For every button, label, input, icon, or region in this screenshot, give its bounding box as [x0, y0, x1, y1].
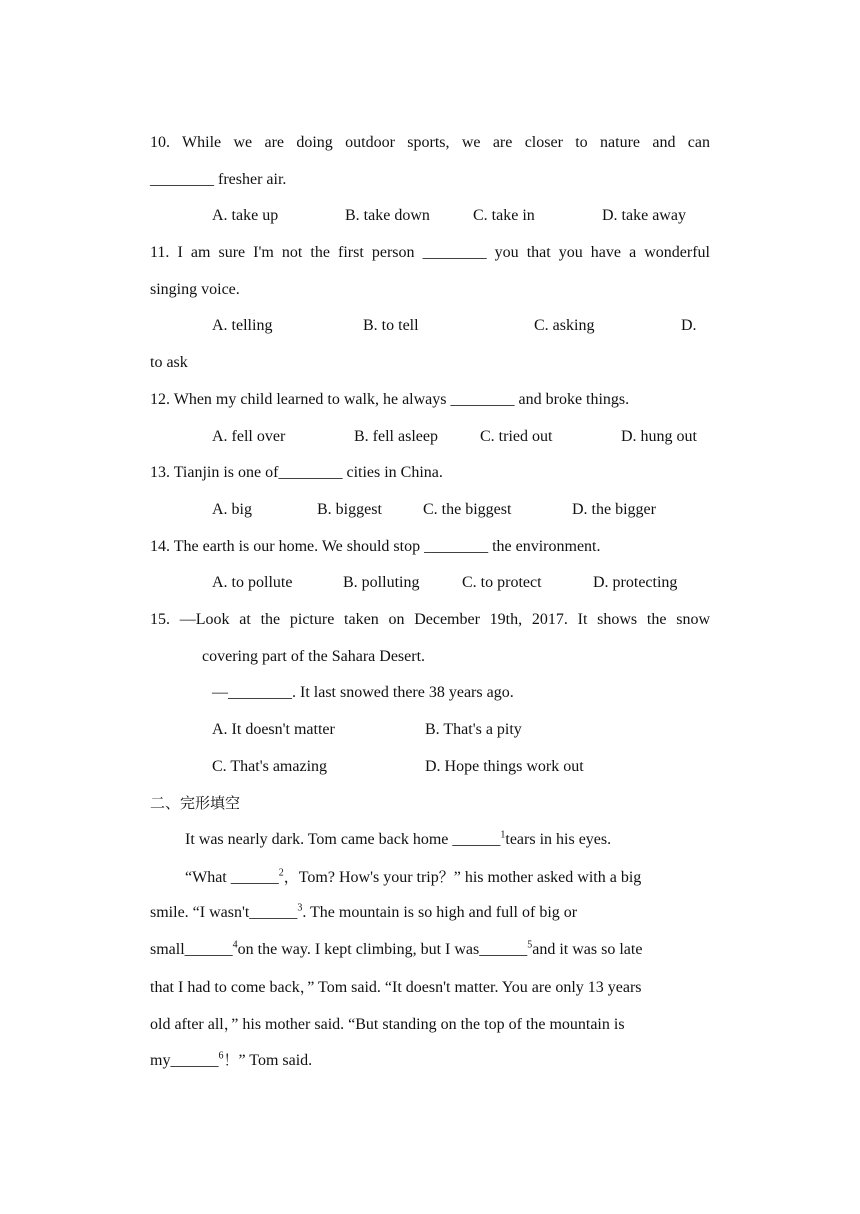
option-b: B. fell asleep — [354, 427, 438, 445]
question-15-options-row1 — [150, 712, 710, 749]
passage-line-6: old after all，” his mother said. “But standing on the top of the mountain is — [150, 1014, 625, 1033]
blank-number: 6 — [218, 1050, 224, 1062]
option-c: C. asking — [534, 317, 595, 335]
option-c: C. That's amazing — [212, 757, 328, 775]
question-12-options — [150, 419, 710, 456]
passage-line-4: small______$^4$on the way. I kept climbing, but I was______$^5$and it was so late — [150, 939, 643, 959]
option-d: D. Hope things work out — [425, 757, 584, 775]
option-b: B. take down — [345, 207, 430, 225]
option-a: A. fell over — [212, 427, 286, 445]
blank-number: 2 — [278, 867, 284, 879]
question-11-option-wrap: to ask — [150, 354, 188, 372]
option-d: D. the bigger — [572, 500, 656, 518]
option-c: C. tried out — [480, 427, 553, 445]
question-12-stem: 12. When my child learned to walk, he always ________ and broke things. — [150, 390, 630, 408]
option-a: A. big — [212, 500, 252, 518]
blank-number: 4 — [232, 939, 238, 951]
passage-line-7: my______$^6$！” Tom said. — [150, 1050, 313, 1070]
option-a: A. telling — [212, 317, 273, 335]
question-14-options — [150, 565, 710, 602]
question-15-reply: —________. It last snowed there 38 years ago. — [212, 684, 514, 702]
document-page — [150, 125, 710, 1079]
option-d: D. — [681, 317, 697, 335]
blank-number: 3 — [297, 903, 303, 915]
option-c: C. take in — [473, 207, 535, 225]
question-11-options — [150, 308, 710, 345]
question-15-stem-cont: covering part of the Sahara Desert. — [202, 647, 426, 665]
passage-line-1: It was nearly dark. Tom came back home ______$^1$tears in his eyes. — [185, 829, 612, 849]
option-b: B. That's a pity — [425, 721, 522, 738]
question-13-stem: 13. Tianjin is one of________ cities in China. — [150, 464, 443, 482]
option-b: B. polluting — [343, 574, 420, 592]
blank-number: 1 — [500, 829, 506, 841]
question-11-stem-cont: singing voice. — [150, 280, 240, 298]
question-14-stem: 14. The earth is our home. We should stop ________ the environment. — [150, 537, 601, 555]
option-a: A. It doesn't matter — [212, 721, 335, 738]
passage-line-2: “What ______$^2$，Tom? How's your trip？” his mother asked with a big — [185, 867, 642, 886]
option-d: D. hung out — [621, 427, 697, 445]
passage-line-5: that I had to come back，” Tom said. “It doesn't matter. You are only 13 years — [150, 977, 642, 996]
option-b: B. to tell — [363, 317, 419, 335]
blank-number: 5 — [527, 939, 533, 951]
question-10-stem-cont: ________ fresher air. — [150, 170, 287, 188]
option-c: C. to protect — [462, 574, 542, 592]
option-d: D. protecting — [593, 574, 678, 592]
option-c: C. the biggest — [423, 500, 512, 518]
passage-line-3: smile. “I wasn't______$^3$. The mountain is so high and full of big or — [150, 903, 578, 922]
option-b: B. biggest — [317, 500, 382, 518]
option-d: D. take away — [602, 207, 686, 225]
question-11-stem: 11. I am sure I'm not the first person ________ you that you have a wonderful — [150, 244, 710, 262]
question-15-options-row2 — [150, 749, 710, 786]
question-10-options — [150, 198, 710, 235]
option-a: A. to pollute — [212, 574, 293, 592]
question-15-stem: 15. —Look at the picture taken on December 19th, 2017. It shows the snow — [150, 610, 710, 628]
option-a: A. take up — [212, 207, 279, 225]
question-10-stem: 10. While we are doing outdoor sports, we are closer to nature and can — [150, 134, 710, 151]
section-heading: 二、完形填空 — [150, 794, 241, 813]
question-13-options — [150, 492, 710, 529]
